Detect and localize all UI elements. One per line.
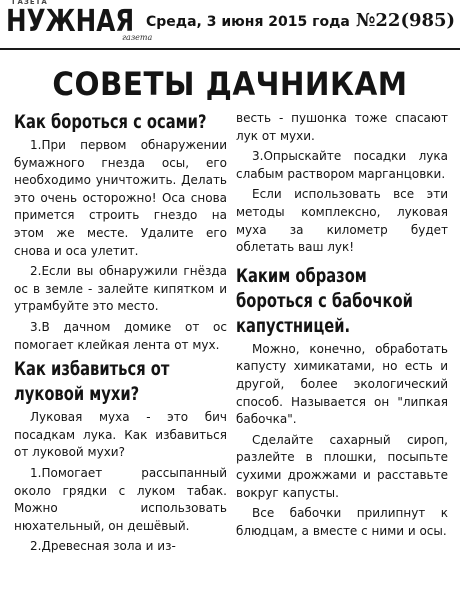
paragraph: 2.Если вы обнаружили гнёзда ос в земле - залейте кипятком и утрамбуйте это место. [14,264,227,314]
page-title: СОВЕТЫ ДАЧНИКАМ [52,65,408,103]
paragraph: Можно, конечно, обработать капусту химикатами, но есть и другой, более экологический способ. Называется он "липкая бабочка". [236,341,448,427]
issue-line [146,9,455,34]
paragraph: Сделайте сахарный сироп, разлейте в плошки, посыпьте сухими дрожжами и расставьте вокруг капусты. [236,432,448,500]
issue-number: №22(985) [355,10,456,31]
logo-subtitle: ГАЗЕТА [12,0,48,6]
paragraph: Если использовать все эти методы комплексно, луковая муха за километр будет облетать ваш лук! [236,187,448,255]
left-column [14,110,227,559]
paragraph: 1.При первом обнаружении бумажного гнезда осы, его необходимо уничтожить. Делать это очень осторожно! Оса снова примется строить гнездо на этом же месте. Удалите его снова и оса улетит. [14,138,227,258]
masthead [0,0,460,50]
right-column [236,110,448,543]
paragraph: 3.Опрыскайте посадки лука слабым раствором марганцовки. [236,149,448,181]
logo-tagline: газета [122,33,153,42]
paragraph: 2.Древесная зола и из- [30,539,176,554]
paragraph: 3.В дачном домике от ос помогает клейкая лента от мух. [14,319,227,352]
heading-cabbage-butterfly: Каким образом бороться с бабочкой капустницей. [236,264,413,337]
heading-wasps: Как бороться с осами? [14,111,207,133]
paragraph: Луковая муха - это бич посадкам лука. Как избавиться от луковой мухи? [14,410,227,460]
newspaper-logo: НУЖНАЯ [6,4,135,39]
heading-onion-fly: Как избавиться от луковой мухи? [14,358,170,406]
paragraph: весть - пушонка тоже спасают лук от мухи. [236,111,448,143]
paragraph: 1.Помогает рассыпанный около грядки с луком табак. Можно использовать нюхательный, он дешёвый. [14,465,227,533]
issue-date: Среда, 3 июня 2015 года [146,14,350,30]
paragraph: Все бабочки прилипнут к блюдцам, а вместе с ними и осы. [236,506,448,538]
